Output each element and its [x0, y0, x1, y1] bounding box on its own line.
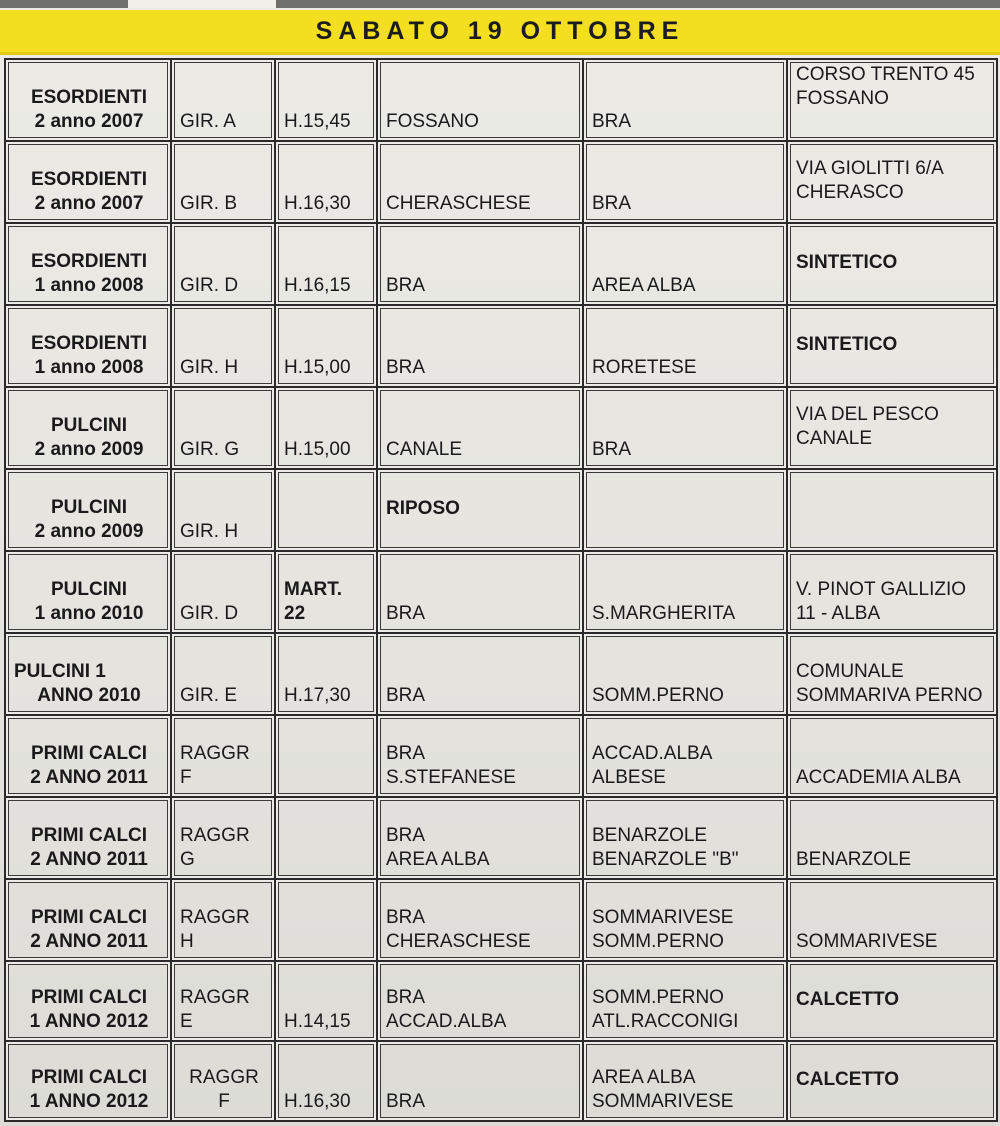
home-team-cell: BRA ACCAD.ALBA: [377, 961, 583, 1041]
top-tab: [128, 0, 276, 8]
home-team-cell: CHERASCHESE: [377, 141, 583, 223]
table-row: [5, 59, 997, 141]
home-team-cell: BRA: [377, 633, 583, 715]
venue-cell: VIA GIOLITTI 6/A CHERASCO: [787, 141, 997, 223]
category-cell: PRIMI CALCI 1 ANNO 2012: [5, 1041, 171, 1121]
group-cell: GIR. D: [171, 551, 275, 633]
home-team-cell: BRA: [377, 305, 583, 387]
away-team-cell: S.MARGHERITA: [583, 551, 787, 633]
group-cell: RAGGR H: [171, 879, 275, 961]
category-cell: PULCINI 1 ANNO 2010: [5, 633, 171, 715]
table-row: [5, 879, 997, 961]
time-cell: H.17,30: [275, 633, 377, 715]
away-team-cell: SOMM.PERNO ATL.RACCONIGI: [583, 961, 787, 1041]
venue-cell: SINTETICO: [787, 223, 997, 305]
table-row: [5, 961, 997, 1041]
group-cell: GIR. G: [171, 387, 275, 469]
category-cell: ESORDIENTI 1 anno 2008: [5, 223, 171, 305]
category-cell: PRIMI CALCI 2 ANNO 2011: [5, 797, 171, 879]
table-row: [5, 551, 997, 633]
category-cell: PRIMI CALCI 1 ANNO 2012: [5, 961, 171, 1041]
home-team-cell: BRA AREA ALBA: [377, 797, 583, 879]
venue-cell: CORSO TRENTO 45 FOSSANO: [787, 59, 997, 141]
away-team-cell: BENARZOLE BENARZOLE "B": [583, 797, 787, 879]
home-team-cell: BRA CHERASCHESE: [377, 879, 583, 961]
table-row: [5, 1041, 997, 1121]
away-team-cell: BRA: [583, 59, 787, 141]
group-cell: GIR. H: [171, 305, 275, 387]
table-row: [5, 223, 997, 305]
away-team-cell: BRA: [583, 141, 787, 223]
table-row: [5, 469, 997, 551]
page-title: SABATO 19 OTTOBRE: [315, 17, 685, 45]
category-cell: PRIMI CALCI 2 ANNO 2011: [5, 715, 171, 797]
time-cell: [275, 879, 377, 961]
time-cell: [275, 469, 377, 551]
venue-cell: SINTETICO: [787, 305, 997, 387]
venue-cell: ACCADEMIA ALBA: [787, 715, 997, 797]
home-team-cell: BRA: [377, 1041, 583, 1121]
category-cell: ESORDIENTI 1 anno 2008: [5, 305, 171, 387]
venue-cell: SOMMARIVESE: [787, 879, 997, 961]
group-cell: GIR. A: [171, 59, 275, 141]
group-cell: GIR. B: [171, 141, 275, 223]
group-cell: RAGGR F: [171, 715, 275, 797]
time-cell: [275, 715, 377, 797]
table-row: [5, 715, 997, 797]
away-team-cell: ACCAD.ALBA ALBESE: [583, 715, 787, 797]
venue-cell: COMUNALE SOMMARIVA PERNO: [787, 633, 997, 715]
venue-cell: CALCETTO: [787, 1041, 997, 1121]
time-cell: H.16,30: [275, 1041, 377, 1121]
away-team-cell: AREA ALBA SOMMARIVESE: [583, 1041, 787, 1121]
category-cell: PRIMI CALCI 2 ANNO 2011: [5, 879, 171, 961]
venue-cell: BENARZOLE: [787, 797, 997, 879]
table-row: [5, 633, 997, 715]
rest-label: RIPOSO: [377, 469, 583, 551]
category-cell: PULCINI 2 anno 2009: [5, 387, 171, 469]
home-team-cell: BRA: [377, 551, 583, 633]
home-team-cell: FOSSANO: [377, 59, 583, 141]
away-team-cell: SOMM.PERNO: [583, 633, 787, 715]
away-team-cell: BRA: [583, 387, 787, 469]
group-cell: RAGGR G: [171, 797, 275, 879]
date-banner: [0, 10, 1000, 55]
venue-cell: CALCETTO: [787, 961, 997, 1041]
category-cell: PULCINI 2 anno 2009: [5, 469, 171, 551]
group-cell: RAGGR E: [171, 961, 275, 1041]
time-cell: H.15,00: [275, 387, 377, 469]
away-team-cell: SOMMARIVESE SOMM.PERNO: [583, 879, 787, 961]
table-row: [5, 305, 997, 387]
time-cell: H.16,15: [275, 223, 377, 305]
away-team-cell: [583, 469, 787, 551]
table-row: [5, 387, 997, 469]
venue-cell: [787, 469, 997, 551]
top-strip: [0, 0, 1000, 8]
home-team-cell: BRA S.STEFANESE: [377, 715, 583, 797]
group-cell: RAGGR F: [171, 1041, 275, 1121]
venue-cell: VIA DEL PESCO CANALE: [787, 387, 997, 469]
table-row: [5, 797, 997, 879]
away-team-cell: AREA ALBA: [583, 223, 787, 305]
away-team-cell: RORETESE: [583, 305, 787, 387]
schedule-table: [4, 58, 998, 1122]
time-cell: H.14,15: [275, 961, 377, 1041]
time-cell: [275, 797, 377, 879]
category-cell: PULCINI 1 anno 2010: [5, 551, 171, 633]
time-cell: H.15,00: [275, 305, 377, 387]
group-cell: GIR. D: [171, 223, 275, 305]
category-cell: ESORDIENTI 2 anno 2007: [5, 59, 171, 141]
category-cell: ESORDIENTI 2 anno 2007: [5, 141, 171, 223]
group-cell: GIR. E: [171, 633, 275, 715]
time-cell: MART. 22: [275, 551, 377, 633]
time-cell: H.16,30: [275, 141, 377, 223]
home-team-cell: BRA: [377, 223, 583, 305]
venue-cell: V. PINOT GALLIZIO 11 - ALBA: [787, 551, 997, 633]
group-cell: GIR. H: [171, 469, 275, 551]
table-row: [5, 141, 997, 223]
time-cell: H.15,45: [275, 59, 377, 141]
home-team-cell: CANALE: [377, 387, 583, 469]
